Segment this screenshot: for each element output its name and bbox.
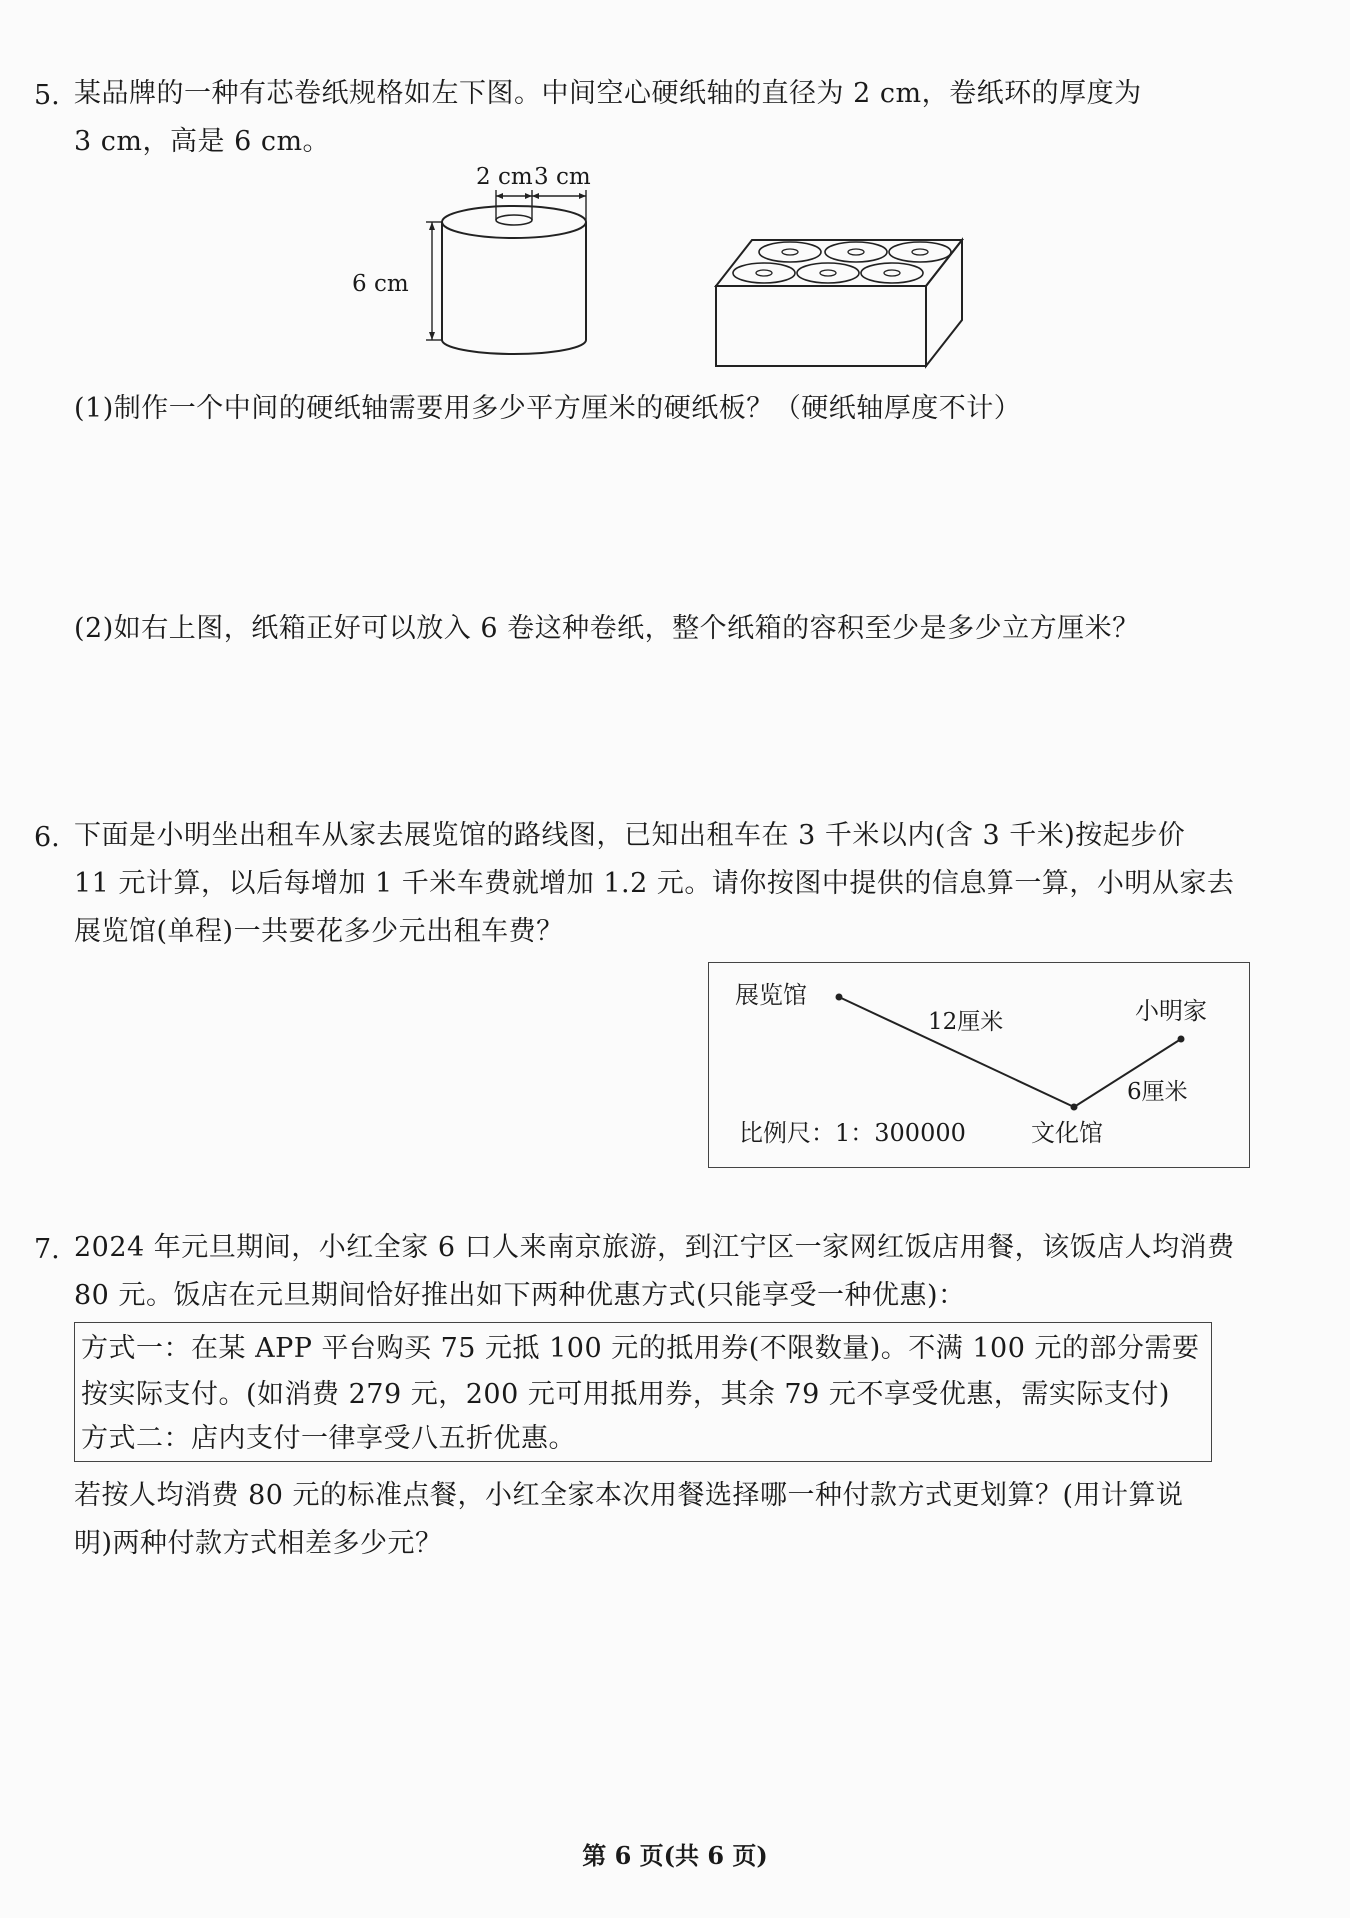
label-culture: 文化馆 <box>1031 1119 1103 1147</box>
label-home: 小明家 <box>1135 997 1207 1025</box>
q5-part2: (2)如右上图，纸箱正好可以放入 6 卷这种卷纸，整个纸箱的容积至少是多少立方厘米？ <box>74 613 1140 644</box>
q6-text-line3: 展览馆(单程)一共要花多少元出租车费？ <box>74 916 564 947</box>
q6-text-line1: 下面是小明坐出租车从家去展览馆的路线图，已知出租车在 3 千米以内(含 3 千米)按起步价 <box>74 820 1186 851</box>
q5-text-line1: 某品牌的一种有芯卷纸规格如左下图。中间空心硬纸轴的直径为 2 cm，卷纸环的厚度为 <box>74 78 1142 109</box>
q6-number: 6. <box>34 822 60 853</box>
route-map-box <box>708 962 1250 1168</box>
option1-line2: 按实际支付。(如消费 279 元，200 元可用抵用券，其余 79 元不享受优惠，需实际支付) <box>81 1379 1170 1410</box>
q7-question-line2: 明)两种付款方式相差多少元？ <box>74 1528 443 1559</box>
option2-line: 方式二：店内支付一律享受八五折优惠。 <box>81 1423 576 1454</box>
q7-question-line1: 若按人均消费 80 元的标准点餐，小红全家本次用餐选择哪一种付款方式更划算？(用计算说 <box>74 1480 1184 1511</box>
carton-box-figure <box>708 230 978 372</box>
label-seg2: 6厘米 <box>1127 1079 1188 1105</box>
label-scale: 比例尺：1：300000 <box>739 1119 966 1147</box>
roll-label-2cm: 2 cm <box>476 164 533 190</box>
label-seg1: 12厘米 <box>928 1009 1004 1035</box>
toilet-roll-figure <box>350 160 610 370</box>
page-footer: 第 6 页(共 6 页) <box>582 1841 768 1870</box>
roll-label-3cm: 3 cm <box>534 164 591 190</box>
q7-text-line2: 80 元。饭店在元旦期间恰好推出如下两种优惠方式(只能享受一种优惠)： <box>74 1280 966 1311</box>
q6-text-line2: 11 元计算，以后每增加 1 千米车费就增加 1.2 元。请你按图中提供的信息算一算，小明从家去 <box>74 868 1235 899</box>
q7-text-line1: 2024 年元旦期间，小红全家 6 口人来南京旅游，到江宁区一家网红饭店用餐，该饭店人均消费 <box>74 1232 1235 1263</box>
option1-line1: 方式一：在某 APP 平台购买 75 元抵 100 元的抵用券(不限数量)。不满 100 元的部分需要 <box>81 1333 1200 1364</box>
roll-label-6cm: 6 cm <box>352 271 409 297</box>
q5-number: 5. <box>34 80 60 111</box>
q5-text-line2: 3 cm，高是 6 cm。 <box>74 126 331 157</box>
q7-number: 7. <box>34 1234 60 1265</box>
q5-part1: (1)制作一个中间的硬纸轴需要用多少平方厘米的硬纸板？（硬纸轴厚度不计） <box>74 393 1022 424</box>
discount-options-box <box>74 1322 1212 1462</box>
route-map <box>709 963 1248 1166</box>
label-exhibition: 展览馆 <box>735 981 807 1009</box>
